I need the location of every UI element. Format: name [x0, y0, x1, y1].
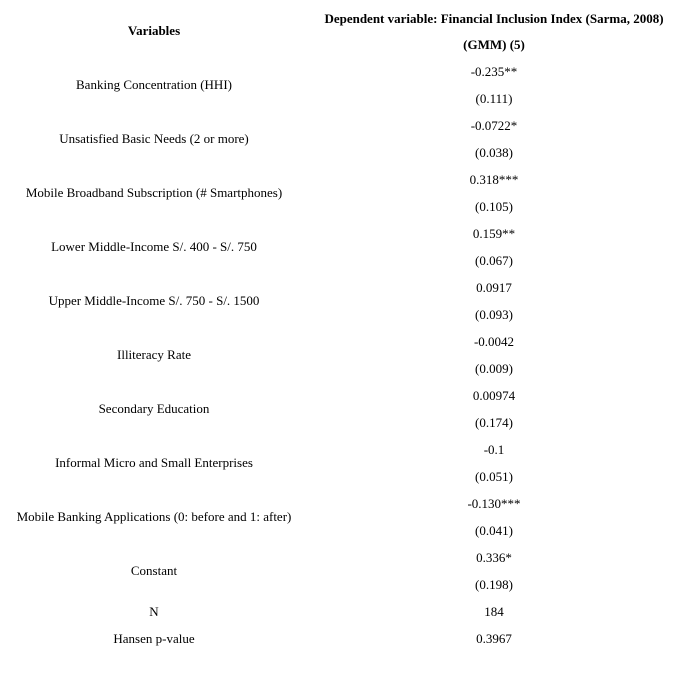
variable-label: Informal Micro and Small Enterprises — [55, 455, 253, 470]
coefficient-value: -0.235** — [470, 64, 518, 79]
variable-label: Mobile Broadband Subscription (# Smartphones) — [25, 185, 283, 200]
dependent-variable-header: Dependent variable: Financial Inclusion Index (Sarma, 2008) — [324, 11, 664, 26]
stat-label-hansen: Hansen p-value — [113, 631, 195, 646]
variable-label: Lower Middle-Income S/. 400 - S/. 750 — [51, 239, 257, 254]
standard-error-value: (0.041) — [475, 523, 513, 538]
coefficient-value: 0.318*** — [469, 172, 519, 187]
coefficient-value: -0.1 — [483, 442, 505, 457]
variables-header: Variables — [127, 23, 181, 38]
variable-label: Constant — [130, 563, 178, 578]
model-header: (GMM) (5) — [463, 37, 525, 52]
standard-error-value: (0.174) — [475, 415, 513, 430]
coefficient-value: -0.0042 — [473, 334, 515, 349]
standard-error-value: (0.105) — [475, 199, 513, 214]
standard-error-value: (0.038) — [475, 145, 513, 160]
variable-label: Illiteracy Rate — [117, 347, 191, 362]
standard-error-value: (0.111) — [475, 91, 513, 106]
coefficient-value: 0.0917 — [476, 280, 512, 295]
standard-error-value: (0.051) — [475, 469, 513, 484]
stat-label-n: N — [149, 604, 159, 619]
variable-label: Banking Concentration (HHI) — [76, 77, 232, 92]
coefficient-value: 0.00974 — [472, 388, 516, 403]
variable-label: Mobile Banking Applications (0: before and 1: after) — [16, 509, 292, 524]
standard-error-value: (0.009) — [475, 361, 513, 376]
stat-value-hansen: 0.3967 — [476, 631, 512, 646]
coefficient-value: 0.159** — [472, 226, 516, 241]
standard-error-value: (0.067) — [475, 253, 513, 268]
variable-label: Upper Middle-Income S/. 750 - S/. 1500 — [48, 293, 260, 308]
variable-label: Unsatisfied Basic Needs (2 or more) — [59, 131, 249, 146]
standard-error-value: (0.198) — [475, 577, 513, 592]
standard-error-value: (0.093) — [475, 307, 513, 322]
coefficient-value: -0.130*** — [467, 496, 521, 511]
coefficient-value: 0.336* — [476, 550, 512, 565]
stat-value-n: 184 — [484, 604, 504, 619]
variable-label: Secondary Education — [98, 401, 210, 416]
coefficient-value: -0.0722* — [470, 118, 518, 133]
